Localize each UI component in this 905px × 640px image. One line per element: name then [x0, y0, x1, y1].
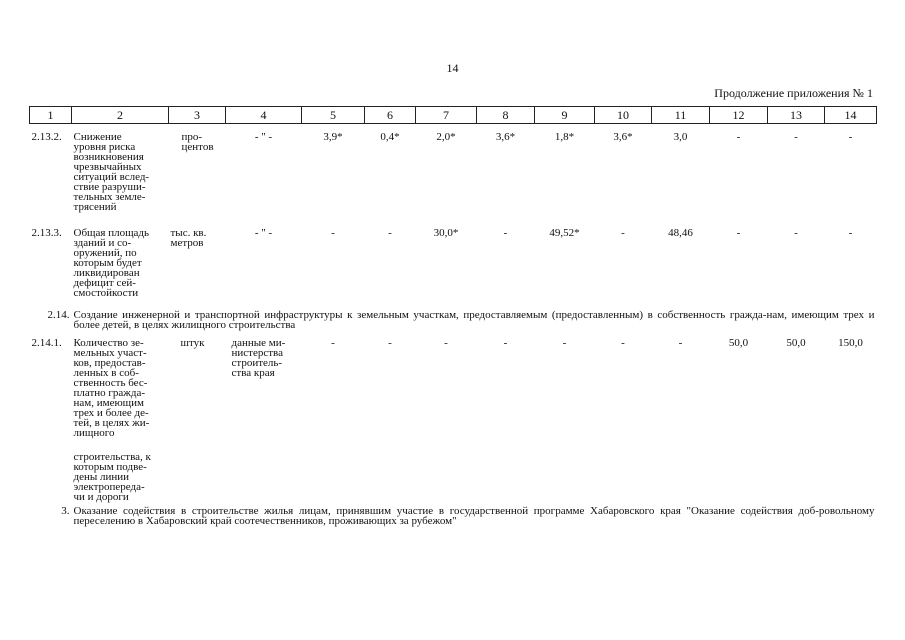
- value-cell: -: [848, 227, 853, 239]
- name-line: платно гражда-: [73, 387, 146, 399]
- value-cell: 49,52*: [549, 227, 580, 239]
- name-line: Снижение: [73, 131, 122, 143]
- column-header: 9: [535, 107, 595, 124]
- unit-line: про-: [181, 131, 203, 143]
- indicator-name-continued: [72, 452, 169, 506]
- value-cell: -: [794, 227, 798, 239]
- name-line: тельных земле-: [73, 191, 146, 203]
- column-header: 2: [72, 107, 169, 124]
- value-cell: -: [794, 131, 798, 143]
- row-code: 2.13.2.: [31, 131, 62, 143]
- name-line: которым будет: [73, 257, 142, 269]
- name-line: чи и дороги: [73, 491, 129, 503]
- value-cell: -: [562, 337, 567, 349]
- column-header: 13: [768, 107, 825, 124]
- source-line: данные ми-: [231, 337, 286, 349]
- column-header: 11: [652, 107, 710, 124]
- appendix-table: [29, 106, 877, 534]
- source-cell: [226, 338, 302, 452]
- value-cell: 3,0: [673, 131, 688, 143]
- header-row: [30, 107, 877, 124]
- source-line: строитель-: [231, 357, 283, 369]
- column-header: 12: [710, 107, 768, 124]
- table-row: [30, 338, 877, 452]
- value-cell: -: [621, 337, 625, 349]
- value-cell: 3,6*: [495, 131, 516, 143]
- column-header: 6: [365, 107, 416, 124]
- value-cell: 3,6*: [613, 131, 633, 143]
- value-cell: 50,0: [786, 337, 806, 349]
- value-cell: -: [388, 227, 392, 239]
- value-cell: 30,0*: [433, 227, 459, 239]
- name-line: ликвидирован: [73, 267, 140, 279]
- table-row-continuation: [30, 452, 877, 506]
- value-cell: -: [444, 337, 448, 349]
- value-cell: -: [678, 337, 683, 349]
- value-cell: -: [621, 227, 625, 239]
- section-code: 3.: [61, 505, 70, 517]
- name-line: строительства, к: [73, 451, 151, 463]
- value-cell: 150,0: [838, 337, 863, 349]
- name-line: электропереда-: [73, 481, 145, 493]
- unit-line: тыс. кв.: [170, 227, 207, 239]
- name-line: чрезвычайных: [73, 161, 142, 173]
- name-line: уровня риска: [73, 141, 136, 153]
- value-cell: -: [503, 337, 508, 349]
- section-row: [30, 310, 877, 338]
- source-line: нистерства: [231, 347, 283, 359]
- value-cell: 1,8*: [554, 131, 575, 143]
- value-cell: 48,46: [668, 227, 693, 239]
- value-cell: -: [848, 131, 853, 143]
- section-title: Оказание содействия в строительстве жилья лицам, принявшим участие в государственной программе Хабаровского края "Оказание содействия доб-ровольному переселению в Хабаровский край соотечественников, проживающих за рубежом": [73, 505, 875, 527]
- unit-line: центов: [181, 141, 214, 153]
- unit-cell: штук: [180, 337, 205, 349]
- table-row: [30, 132, 877, 228]
- source-cell: - " -: [254, 227, 273, 239]
- name-line: ков, предостав-: [73, 357, 146, 369]
- name-line: лищного: [73, 427, 115, 439]
- section-title: Создание инженерной и транспортной инфраструктуры к земельным участкам, предоставляемым (предоставленным) в собственность граждa-нам, имеющим трех и более детей, в целях жилищного строительства: [73, 309, 875, 331]
- indicator-name: [72, 132, 169, 228]
- name-line: зданий и со-: [73, 237, 132, 249]
- name-line: Общая площадь: [73, 227, 150, 239]
- value-cell: 50,0: [728, 337, 749, 349]
- name-line: дены линии: [73, 471, 130, 483]
- name-line: ситуаций вслед-: [73, 171, 150, 183]
- name-line: ственность бес-: [73, 377, 148, 389]
- name-line: смостойкости: [73, 287, 139, 299]
- row-code: 2.14.1.: [31, 337, 62, 349]
- unit-cell: [169, 132, 226, 228]
- name-line: трех и более де-: [73, 407, 149, 419]
- value-cell: 3,9*: [323, 131, 343, 143]
- source-line: ства края: [231, 367, 275, 379]
- column-header: 3: [169, 107, 226, 124]
- value-cell: -: [331, 337, 335, 349]
- name-line: оружений, по: [73, 247, 137, 259]
- name-line: ленных в соб-: [73, 367, 139, 379]
- value-cell: -: [388, 337, 392, 349]
- value-cell: -: [331, 227, 335, 239]
- unit-cell: [169, 228, 226, 310]
- continuation-label: Продолжение приложения № 1: [714, 86, 873, 100]
- value-cell: -: [503, 227, 508, 239]
- column-header: 4: [226, 107, 302, 124]
- section-code: 2.14.: [47, 309, 70, 321]
- column-header: 7: [416, 107, 477, 124]
- value-cell: -: [736, 227, 741, 239]
- section-row: [30, 506, 877, 534]
- name-line: тей, в целях жи-: [73, 417, 150, 429]
- value-cell: 2,0*: [436, 131, 456, 143]
- indicator-name: [72, 228, 169, 310]
- name-line: дефицит сей-: [73, 277, 136, 289]
- row-code: 2.13.3.: [31, 227, 62, 239]
- column-header: 8: [477, 107, 535, 124]
- name-line: трясений: [73, 201, 117, 213]
- column-header: 5: [302, 107, 365, 124]
- name-line: Количество зе-: [73, 337, 144, 349]
- name-line: нам, имеющим: [73, 397, 144, 409]
- name-line: мельных участ-: [73, 347, 147, 359]
- unit-line: метров: [170, 237, 204, 249]
- column-header: 14: [825, 107, 877, 124]
- value-cell: 0,4*: [380, 131, 400, 143]
- name-line: возникновения: [73, 151, 144, 163]
- name-line: ствие разруши-: [73, 181, 146, 193]
- name-line: которым подве-: [73, 461, 147, 473]
- value-cell: -: [736, 131, 741, 143]
- indicator-name: [72, 338, 169, 452]
- page-number: 14: [446, 61, 459, 75]
- source-cell: - " -: [254, 131, 273, 143]
- column-header: 10: [595, 107, 652, 124]
- table-row: [30, 228, 877, 310]
- column-header: 1: [30, 107, 72, 124]
